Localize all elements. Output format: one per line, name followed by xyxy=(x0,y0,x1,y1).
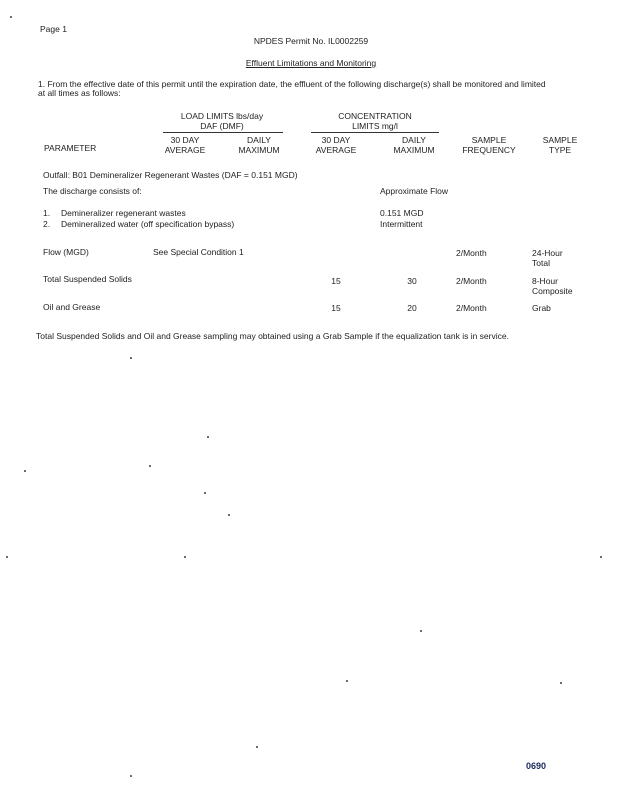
permit-number: NPDES Permit No. IL0002259 xyxy=(253,36,369,46)
scan-speck xyxy=(560,682,562,684)
outfall-item-num: 1. xyxy=(43,208,51,218)
scan-speck xyxy=(228,514,230,516)
discharge-consists: The discharge consists of: xyxy=(43,186,142,196)
intro-line-2: at all times as follows: xyxy=(38,88,121,98)
outfall-item-num: 2. xyxy=(43,219,51,229)
col-load-max-2: MAXIMUM xyxy=(238,145,280,155)
concentration-subtitle: LIMITS mg/l xyxy=(352,121,398,131)
scan-speck xyxy=(346,680,348,682)
scan-speck xyxy=(149,465,151,467)
section-title: Effluent Limitations and Monitoring xyxy=(245,58,377,68)
scan-speck xyxy=(6,556,8,558)
row-parameter: Oil and Grease xyxy=(43,302,101,312)
col-freq-1: SAMPLE xyxy=(471,135,507,145)
outfall-item-flow: Intermittent xyxy=(380,219,423,229)
col-conc-max-2: MAXIMUM xyxy=(393,145,435,155)
row-type-1: Grab xyxy=(532,303,551,313)
row-type-2: Total xyxy=(532,258,550,268)
concentration-title: CONCENTRATION xyxy=(338,111,412,121)
row-type-1: 8-Hour xyxy=(532,276,558,286)
page-label: Page 1 xyxy=(40,24,67,34)
col-conc-avg-1: 30 DAY xyxy=(321,135,351,145)
scan-speck xyxy=(207,436,209,438)
outfall-item-flow: 0.151 MGD xyxy=(380,208,424,218)
approx-flow-label: Approximate Flow xyxy=(380,186,449,196)
col-freq-2: FREQUENCY xyxy=(462,145,516,155)
col-load-avg-2: AVERAGE xyxy=(164,145,206,155)
row-conc-max: 30 xyxy=(407,276,417,286)
col-load-max-1: DAILY xyxy=(247,135,271,145)
row-frequency: 2/Month xyxy=(456,248,487,258)
col-type-2: TYPE xyxy=(548,145,572,155)
col-parameter: PARAMETER xyxy=(44,143,97,153)
load-header-rule xyxy=(163,132,283,133)
col-load-avg-1: 30 DAY xyxy=(170,135,200,145)
load-limits-title: LOAD LIMITS lbs/day xyxy=(180,111,264,121)
row-parameter: Total Suspended Solids xyxy=(43,274,132,284)
load-limits-subtitle: DAF (DMF) xyxy=(200,121,244,131)
row-type-2: Composite xyxy=(532,286,573,296)
row-parameter: Flow (MGD) xyxy=(43,247,89,257)
col-conc-avg-2: AVERAGE xyxy=(315,145,357,155)
scan-speck xyxy=(10,16,12,18)
row-frequency: 2/Month xyxy=(456,303,487,313)
scan-speck xyxy=(420,630,422,632)
col-conc-max-1: DAILY xyxy=(402,135,426,145)
row-conc-avg: 15 xyxy=(331,276,341,286)
scan-speck xyxy=(184,556,186,558)
row-note: See Special Condition 1 xyxy=(153,247,244,257)
concentration-header-rule xyxy=(311,132,439,133)
row-frequency: 2/Month xyxy=(456,276,487,286)
scan-speck xyxy=(256,746,258,748)
col-type-1: SAMPLE xyxy=(542,135,578,145)
intro-line-1: 1. From the effective date of this permit until the expiration date, the effluent of the following discharge(s) shall be monitored and limited xyxy=(38,79,546,89)
scan-speck xyxy=(130,357,132,359)
outfall-item-name: Demineralized water (off specification bypass) xyxy=(61,219,235,229)
row-type-1: 24-Hour xyxy=(532,248,563,258)
scan-speck xyxy=(24,470,26,472)
outfall-title: Outfall: B01 Demineralizer Regenerant Wastes (DAF = 0.151 MGD) xyxy=(43,170,298,180)
scan-speck xyxy=(130,775,132,777)
footnote: Total Suspended Solids and Oil and Grease sampling may obtained using a Grab Sample if the equalization tank is in service. xyxy=(36,331,509,341)
row-conc-max: 20 xyxy=(407,303,417,313)
row-conc-avg: 15 xyxy=(331,303,341,313)
page-stamp: 0690 xyxy=(526,761,547,771)
scan-speck xyxy=(600,556,602,558)
scan-speck xyxy=(204,492,206,494)
outfall-item-name: Demineralizer regenerant wastes xyxy=(61,208,186,218)
